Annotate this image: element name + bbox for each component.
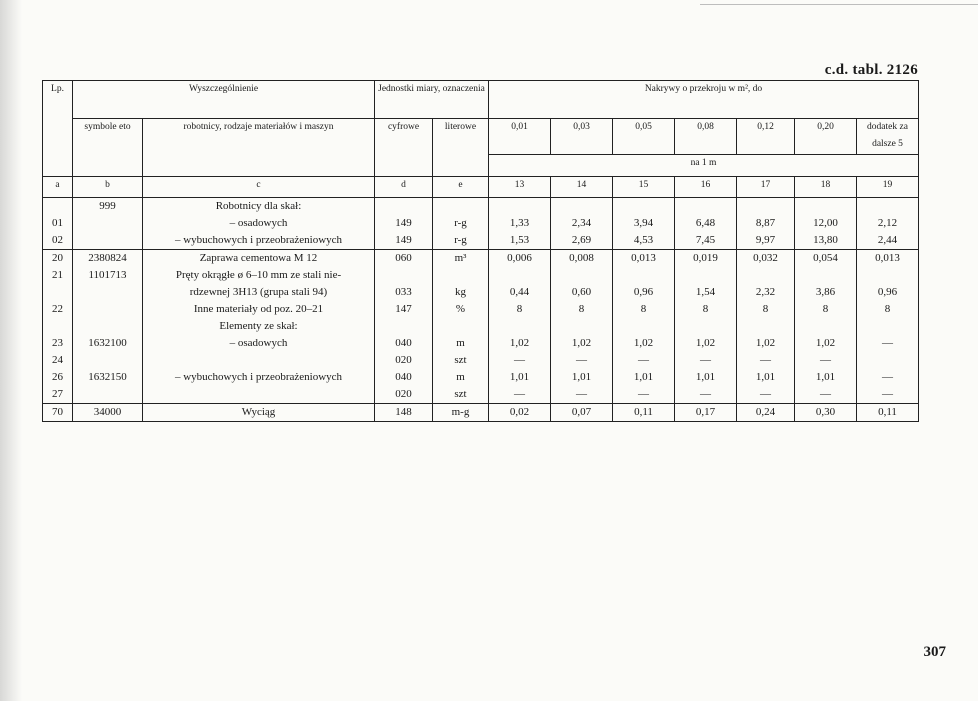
value	[492, 198, 547, 215]
group2-symbol	[73, 250, 143, 404]
desc-line: Pręty okrągłe ø 6–10 mm ze stali nie-	[175, 269, 342, 281]
value	[678, 318, 733, 335]
value: 4,53	[633, 234, 654, 246]
value	[616, 318, 671, 335]
value	[798, 267, 853, 284]
value: 3,86	[815, 286, 836, 298]
value: 8	[702, 303, 709, 315]
value	[678, 198, 733, 215]
symbol-line: 1632150	[88, 371, 127, 383]
lp-line: 01	[52, 217, 63, 229]
value: 2,44	[877, 234, 898, 246]
lp-line: 27	[52, 388, 63, 400]
top-rule	[700, 4, 978, 5]
value: 2,12	[877, 217, 898, 229]
symbol-line	[76, 301, 139, 318]
symbol-line	[76, 318, 139, 335]
value: 1,02	[571, 337, 592, 349]
group-materialy	[43, 250, 919, 404]
header-size-4: 0,08	[675, 119, 737, 155]
page-number: 307	[923, 644, 946, 660]
group2-lp	[43, 250, 73, 404]
literowe-line	[436, 198, 485, 215]
index-cell: 14	[551, 177, 613, 198]
lp-line: 20	[52, 252, 63, 264]
value: —	[882, 388, 893, 400]
value	[554, 198, 609, 215]
index-row	[43, 177, 919, 198]
value: 8	[822, 303, 829, 315]
desc-line: Wyciąg	[241, 406, 276, 418]
group1-symbol	[73, 198, 143, 250]
symbol-line: 34000	[93, 406, 122, 418]
symbol-line	[76, 215, 139, 232]
group3-col13	[489, 404, 551, 422]
value: 1,01	[755, 371, 776, 383]
value: 0,30	[815, 406, 836, 418]
desc-line: Zaprawa cementowa M 12	[199, 252, 318, 264]
group2-col18	[795, 250, 857, 404]
group1-desc	[143, 198, 375, 250]
value	[740, 198, 791, 215]
value: —	[638, 354, 649, 366]
value: 0,008	[569, 252, 594, 264]
value: —	[760, 388, 771, 400]
header-size-3: 0,05	[613, 119, 675, 155]
group1-cyfrowe	[375, 198, 433, 250]
group1-col15	[613, 198, 675, 250]
literowe-line: m³	[454, 252, 467, 264]
lp-line	[46, 318, 69, 335]
cyfrowe-line: 149	[395, 234, 412, 246]
cyfrowe-line: 040	[395, 337, 412, 349]
table-reference: c.d. tabl. 2126	[824, 62, 918, 78]
value	[860, 267, 915, 284]
value: 0,02	[509, 406, 530, 418]
cyfrowe-line: 033	[395, 286, 412, 298]
desc-line: – osadowych	[229, 217, 288, 229]
desc-line: – wybuchowych i przeobrażeniowych	[174, 371, 343, 383]
value: 0,013	[875, 252, 900, 264]
literowe-line	[436, 318, 485, 335]
lp-line: 21	[52, 269, 63, 281]
value	[492, 318, 547, 335]
literowe-line	[436, 267, 485, 284]
value: 9,97	[755, 234, 776, 246]
lp-line: 26	[52, 371, 63, 383]
value: —	[820, 354, 831, 366]
value: 1,02	[633, 337, 654, 349]
value: 0,96	[877, 286, 898, 298]
group2-cyfrowe	[375, 250, 433, 404]
header-literowe: literowe	[433, 119, 489, 177]
value: —	[820, 388, 831, 400]
symbol-line: 2380824	[88, 252, 127, 264]
cyfrowe-line: 149	[395, 217, 412, 229]
value: 1,02	[755, 337, 776, 349]
cyfrowe-line: 020	[395, 388, 412, 400]
index-cell: e	[433, 177, 489, 198]
cyfrowe-line	[378, 267, 429, 284]
group1-col18	[795, 198, 857, 250]
group3-cyfrowe	[375, 404, 433, 422]
header-jednostki: Jednostki miary, oznaczenia	[375, 81, 489, 119]
desc-line	[146, 352, 371, 369]
index-cell: 16	[675, 177, 737, 198]
symbol-line	[76, 232, 139, 249]
literowe-line: m-g	[451, 406, 470, 418]
value: —	[882, 337, 893, 349]
value: 1,33	[509, 217, 530, 229]
value: —	[576, 354, 587, 366]
value: —	[700, 388, 711, 400]
cyfrowe-line	[378, 318, 429, 335]
lp-line	[46, 198, 69, 215]
header-lp: Lp.	[43, 81, 73, 177]
header-cyfrowe: cyfrowe	[375, 119, 433, 177]
literowe-line: kg	[455, 286, 466, 298]
value: 12,00	[813, 217, 838, 229]
symbol-line: 1101713	[88, 269, 127, 281]
cyfrowe-line: 148	[395, 406, 412, 418]
group3-desc	[143, 404, 375, 422]
value: 8	[640, 303, 647, 315]
value: 1,01	[815, 371, 836, 383]
desc-line: – osadowych	[229, 337, 288, 349]
cyfrowe-line	[378, 198, 429, 215]
value	[616, 267, 671, 284]
symbol-line: 999	[99, 200, 116, 212]
group3-col15	[613, 404, 675, 422]
value: 1,01	[695, 371, 716, 383]
literowe-line: r-g	[454, 217, 467, 229]
desc-line: Inne materiały od poz. 20–21	[193, 303, 324, 315]
value: —	[514, 354, 525, 366]
value: 3,94	[633, 217, 654, 229]
cyfrowe-line: 060	[395, 252, 412, 264]
desc-line: rdzewnej 3H13 (grupa stali 94)	[189, 286, 328, 298]
cyfrowe-line: 020	[395, 354, 412, 366]
value: 13,80	[813, 234, 838, 246]
literowe-line: szt	[454, 388, 467, 400]
group2-col19	[857, 250, 919, 404]
group1-col16	[675, 198, 737, 250]
value: 2,69	[571, 234, 592, 246]
value	[860, 198, 915, 215]
desc-line	[146, 386, 371, 403]
group3-lp	[43, 404, 73, 422]
group2-literowe	[433, 250, 489, 404]
group3-col14	[551, 404, 613, 422]
lp-line	[46, 284, 69, 301]
index-cell: 15	[613, 177, 675, 198]
value	[492, 267, 547, 284]
value: 1,01	[571, 371, 592, 383]
value: 1,02	[509, 337, 530, 349]
literowe-line: szt	[454, 354, 467, 366]
header-size-5: 0,12	[737, 119, 795, 155]
value: 6,48	[695, 217, 716, 229]
header-size-1: 0,01	[489, 119, 551, 155]
lp-line: 23	[52, 337, 63, 349]
value: 8	[578, 303, 585, 315]
header-nakrywy: Nakrywy o przekroju w m², do	[489, 81, 919, 119]
header-robotnicy: robotnicy, rodzaje materiałów i maszyn	[143, 119, 375, 177]
desc-line: – wybuchowych i przeobrażeniowych	[174, 234, 343, 246]
desc-line: Elementy ze skał:	[219, 320, 298, 332]
value	[860, 352, 915, 369]
value: —	[700, 354, 711, 366]
group3-col19	[857, 404, 919, 422]
group-wyciag	[43, 404, 919, 422]
value: 1,53	[509, 234, 530, 246]
symbol-line: 1632100	[88, 337, 127, 349]
index-cell: 19	[857, 177, 919, 198]
header-symbole-eto: symbole eto	[73, 119, 143, 177]
literowe-line: m	[456, 337, 465, 349]
index-cell: a	[43, 177, 73, 198]
header-na-1m: na 1 m	[489, 155, 919, 177]
group-robotnicy	[43, 198, 919, 250]
value: 1,02	[695, 337, 716, 349]
value: 0,11	[634, 406, 653, 418]
header-size-6: 0,20	[795, 119, 857, 155]
lp-line: 70	[52, 406, 63, 418]
header-size-dodatek: dodatek za dalsze 5	[857, 119, 919, 155]
group1-col17	[737, 198, 795, 250]
value: 8	[884, 303, 891, 315]
value: 0,006	[507, 252, 532, 264]
group2-col16	[675, 250, 737, 404]
value: 2,32	[755, 286, 776, 298]
group2-desc	[143, 250, 375, 404]
norms-table	[42, 80, 919, 422]
page-binding-shadow	[0, 0, 22, 701]
value: 0,11	[878, 406, 897, 418]
value: —	[576, 388, 587, 400]
value: 0,013	[631, 252, 656, 264]
symbol-line	[76, 284, 139, 301]
group3-col18	[795, 404, 857, 422]
symbol-line	[76, 352, 139, 369]
value: —	[638, 388, 649, 400]
value: 0,032	[753, 252, 778, 264]
group3-symbol	[73, 404, 143, 422]
value: 0,054	[813, 252, 838, 264]
group1-col14	[551, 198, 613, 250]
header-wyszczegolnienie: Wyszczególnienie	[73, 81, 375, 119]
value: —	[514, 388, 525, 400]
group3-col16	[675, 404, 737, 422]
value: 0,44	[509, 286, 530, 298]
value: 7,45	[695, 234, 716, 246]
literowe-line: %	[455, 303, 466, 315]
value: 8	[762, 303, 769, 315]
value: 1,02	[815, 337, 836, 349]
lp-line: 22	[52, 303, 63, 315]
cyfrowe-line: 040	[395, 371, 412, 383]
index-cell: c	[143, 177, 375, 198]
value	[554, 267, 609, 284]
index-cell: d	[375, 177, 433, 198]
group1-col13	[489, 198, 551, 250]
desc-line: Robotnicy dla skał:	[215, 200, 302, 212]
cyfrowe-line: 147	[395, 303, 412, 315]
value: 0,07	[571, 406, 592, 418]
group2-col15	[613, 250, 675, 404]
lp-line: 02	[52, 234, 63, 246]
index-cell: b	[73, 177, 143, 198]
index-cell: 17	[737, 177, 795, 198]
value	[740, 318, 791, 335]
value: 0,17	[695, 406, 716, 418]
index-cell: 13	[489, 177, 551, 198]
value: 0,019	[693, 252, 718, 264]
value: 1,01	[633, 371, 654, 383]
group1-lp	[43, 198, 73, 250]
symbol-line	[76, 386, 139, 403]
group2-col14	[551, 250, 613, 404]
value	[798, 318, 853, 335]
value: 1,54	[695, 286, 716, 298]
group2-col17	[737, 250, 795, 404]
lp-line: 24	[52, 354, 63, 366]
value: 0,24	[755, 406, 776, 418]
value	[616, 198, 671, 215]
header-size-2: 0,03	[551, 119, 613, 155]
value: 2,34	[571, 217, 592, 229]
value	[798, 198, 853, 215]
value: 0,96	[633, 286, 654, 298]
value: —	[882, 371, 893, 383]
value	[860, 318, 915, 335]
value: 8,87	[755, 217, 776, 229]
value	[554, 318, 609, 335]
value: —	[760, 354, 771, 366]
value: 0,60	[571, 286, 592, 298]
value	[740, 267, 791, 284]
group3-literowe	[433, 404, 489, 422]
group3-col17	[737, 404, 795, 422]
group2-col13	[489, 250, 551, 404]
value: 1,01	[509, 371, 530, 383]
value: 8	[516, 303, 523, 315]
group1-literowe	[433, 198, 489, 250]
value	[678, 267, 733, 284]
literowe-line: m	[456, 371, 465, 383]
group1-col19	[857, 198, 919, 250]
literowe-line: r-g	[454, 234, 467, 246]
index-cell: 18	[795, 177, 857, 198]
